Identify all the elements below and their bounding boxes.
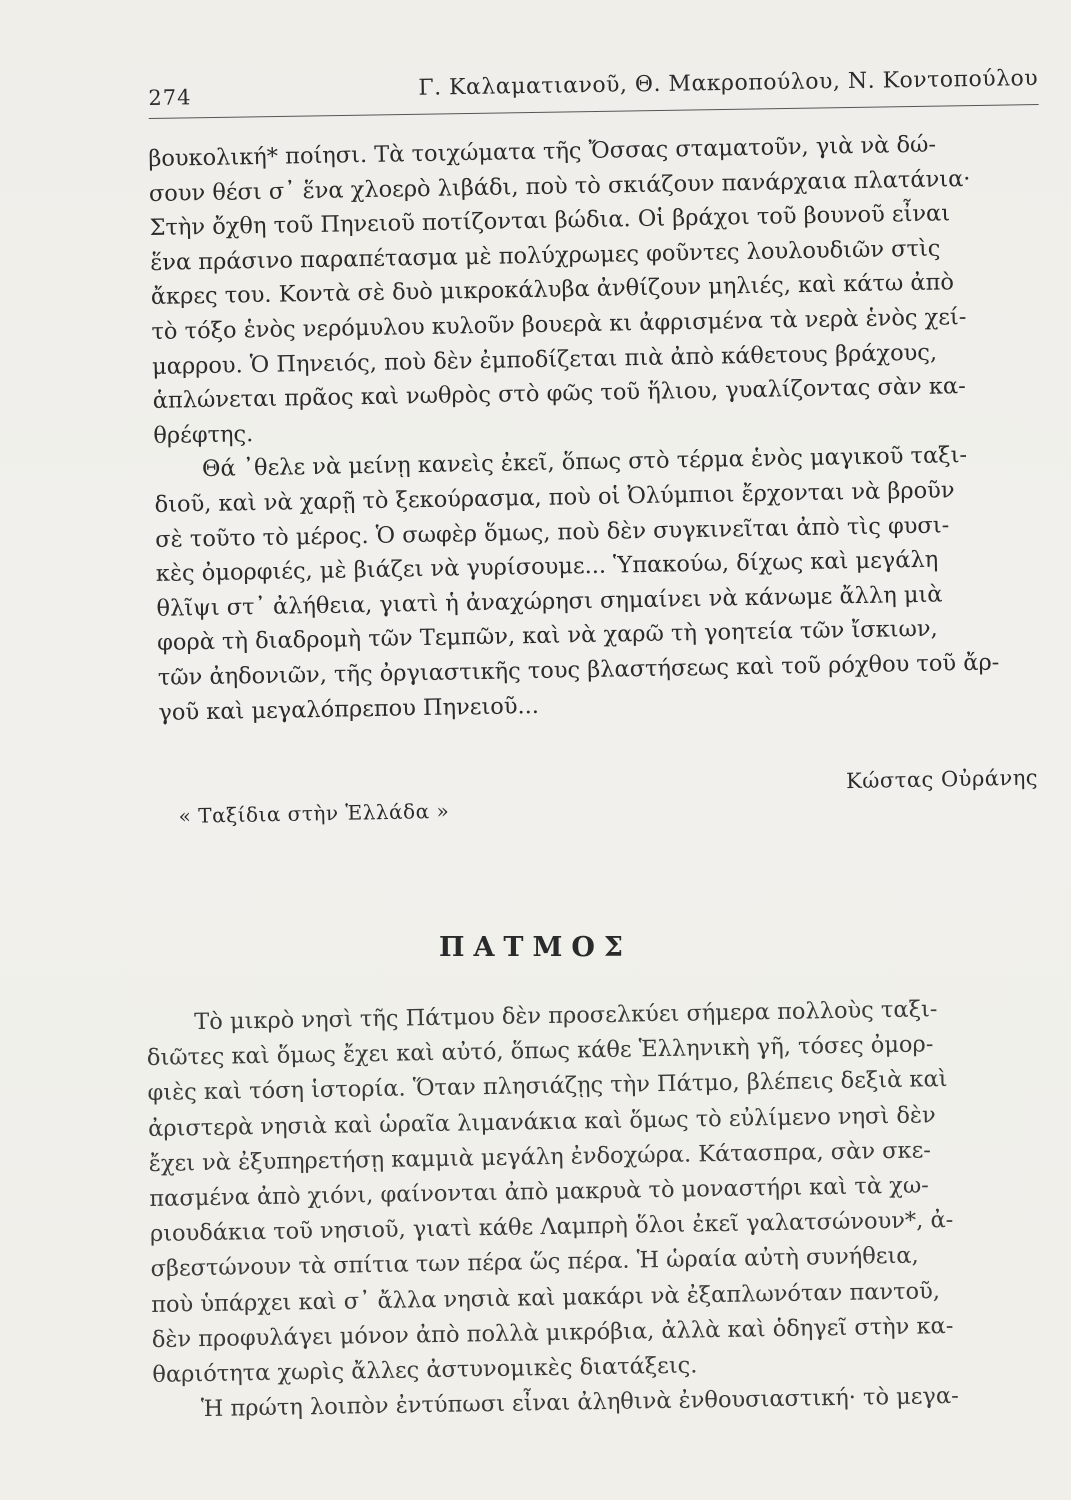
text-line: Τὸ μικρὸ νησὶ τῆς Πάτμου δὲν προσελκύει σήμερα πολλοὺς ταξι- xyxy=(194,996,938,1036)
author-name: Κώστας Οὐράνης xyxy=(845,765,1039,794)
text-line: μαρρου. Ὁ Πηνειός, ποὺ δὲν ἐμποδίζεται πιὰ ἀπὸ κάθετους βράχους, xyxy=(151,339,938,380)
text-line: Ἡ πρώτη λοιπὸν ἐντύπωσι εἶναι ἀληθινὰ ἐνθουσιαστική· τὸ μεγα- xyxy=(200,1382,959,1423)
text-line: φορὰ τὴ διαδρομὴ τῶν Τεμπῶν, καὶ νὰ χαρῶ τὴ γοητεία τῶν ἴσκιων, xyxy=(156,615,938,657)
text-line: σουν θέσι σ᾽ ἕνα χλοερὸ λιβάδι, ποὺ τὸ σκιάζουν πανάρχαια πλατάνια· xyxy=(148,165,971,207)
text-line: βουκολική* ποίησι. Τὰ τοιχώματα τῆς Ὄσσας σταματοῦν, γιὰ νὰ δώ- xyxy=(148,131,937,172)
page-header xyxy=(148,58,1039,122)
source-title: « Ταξίδια στὴν Ἑλλάδα » xyxy=(178,798,450,828)
text-line: πασμένα ἀπὸ χιόνι, φαίνονται ἀπὸ μακρυὰ τὸ μοναστήρι καὶ τὰ χω- xyxy=(149,1172,929,1212)
text-line: τῶν ἀηδονιῶν, τῆς ὀργιαστικῆς τους βλαστήσεως καὶ τοῦ ρόχθου τοῦ ἄρ- xyxy=(157,649,1000,691)
text-line: κὲς ὀμορφιές, μὲ βιάζει νὰ γυρίσουμε... Ὑπακούω, δίχως καὶ μεγάλη xyxy=(155,546,939,588)
text-line: γοῦ καὶ μεγαλόπρεπου Πηνειοῦ... xyxy=(158,692,540,726)
section-title: ΠΑΤΜΟΣ xyxy=(438,932,633,963)
text-line: φιὲς καὶ τόση ἱστορία. Ὅταν πλησιάζῃς τὴν Πάτμο, βλέπεις δεξιὰ καὶ xyxy=(147,1066,948,1107)
text-line: θρέφτης. xyxy=(153,420,254,449)
text-line: Στὴν ὄχθη τοῦ Πηνειοῦ ποτίζονται βώδια. Οἱ βράχοι τοῦ βουνοῦ εἶναι xyxy=(149,200,951,242)
text-line: δὲν προφυλάγει μόνον ἀπὸ πολλὰ μικρόβια, ἀλλὰ καὶ ὁδηγεῖ στὴν κα- xyxy=(151,1312,954,1353)
running-head: Γ. Καλαματιανοῦ, Θ. Μακροπούλου, Ν. Κοντοπούλου xyxy=(418,66,1039,101)
attribution xyxy=(178,765,1039,841)
header-rule xyxy=(149,104,1039,119)
text-line: διῶτες καὶ ὅμως ἔχει καὶ αὐτό, ὅπως κάθε Ἑλληνικὴ γῆ, τόσες ὀμορ- xyxy=(146,1031,934,1072)
page-number: 274 xyxy=(148,85,192,110)
text-line: ἔχει νὰ ἐξυπηρετήσῃ καμμιὰ μεγάλη ἐνδοχώρα. Κάτασπρα, σὰν σκε- xyxy=(148,1137,932,1177)
text-line: διοῦ, καὶ νὰ χαρῇ τὸ ξεκούρασμα, ποὺ οἱ Ὀλύμπιοι ἔρχονται νὰ βροῦν xyxy=(154,477,955,518)
text-line: θαριότητα χωρὶς ἄλλες ἀστυνομικὲς διατάξεις. xyxy=(152,1352,698,1388)
text-line: ἀριστερὰ νησιὰ καὶ ὡραῖα λιμανάκια καὶ ὅμως τὸ εὐλίμενο νησὶ δὲν xyxy=(147,1101,936,1142)
section-text xyxy=(146,990,1046,1428)
text-line: σὲ τοῦτο τὸ μέρος. Ὁ σωφὲρ ὅμως, ποὺ δὲν συγκινεῖται ἀπὸ τὶς φυσι- xyxy=(155,511,950,553)
passage-text xyxy=(148,126,1049,730)
text-line: τὸ τόξο ἑνὸς νερόμυλου κυλοῦν βουερὰ κι ἀφρισμένα τὰ νερὰ ἑνὸς χεί- xyxy=(151,304,967,345)
text-line: ριουδάκια τοῦ νησιοῦ, γιατὶ κάθε Λαμπρὴ ὅλοι ἐκεῖ γαλατσώνουν*, ἀ- xyxy=(149,1207,954,1248)
text-line: Θά ᾽θελε νὰ μείνῃ κανεὶς ἐκεῖ, ὅπως στὸ τέρμα ἑνὸς μαγικοῦ ταξι- xyxy=(201,442,968,483)
text-line: ἕνα πράσινο παραπέτασμα μὲ πολύχρωμες φοῦντες λουλουδιῶν στὶς xyxy=(149,235,941,276)
text-line: ἁπλώνεται πρᾶος καὶ νωθρὸς στὸ φῶς τοῦ ἥλιου, γυαλίζοντας σὰν κα- xyxy=(152,373,966,415)
text-line: σβεστώνουν τὰ σπίτια των πέρα ὥς πέρα. Ἡ ὡραία αὐτὴ συνήθεια, xyxy=(150,1242,919,1283)
text-line: ἄκρες του. Κοντὰ σὲ δυὸ μικροκάλυβα ἀνθίζουν μηλιές, καὶ κάτω ἀπὸ xyxy=(150,269,955,311)
text-line: θλῖψι στ᾽ ἀλήθεια, γιατὶ ἡ ἀναχώρησι σημαίνει νὰ κάνωμε ἄλλη μιὰ xyxy=(156,581,943,622)
text-line: ποὺ ὑπάρχει καὶ σ᾽ ἄλλα νησιὰ καὶ μακάρι νὰ ἐξαπλωνόταν παντοῦ, xyxy=(150,1277,941,1318)
